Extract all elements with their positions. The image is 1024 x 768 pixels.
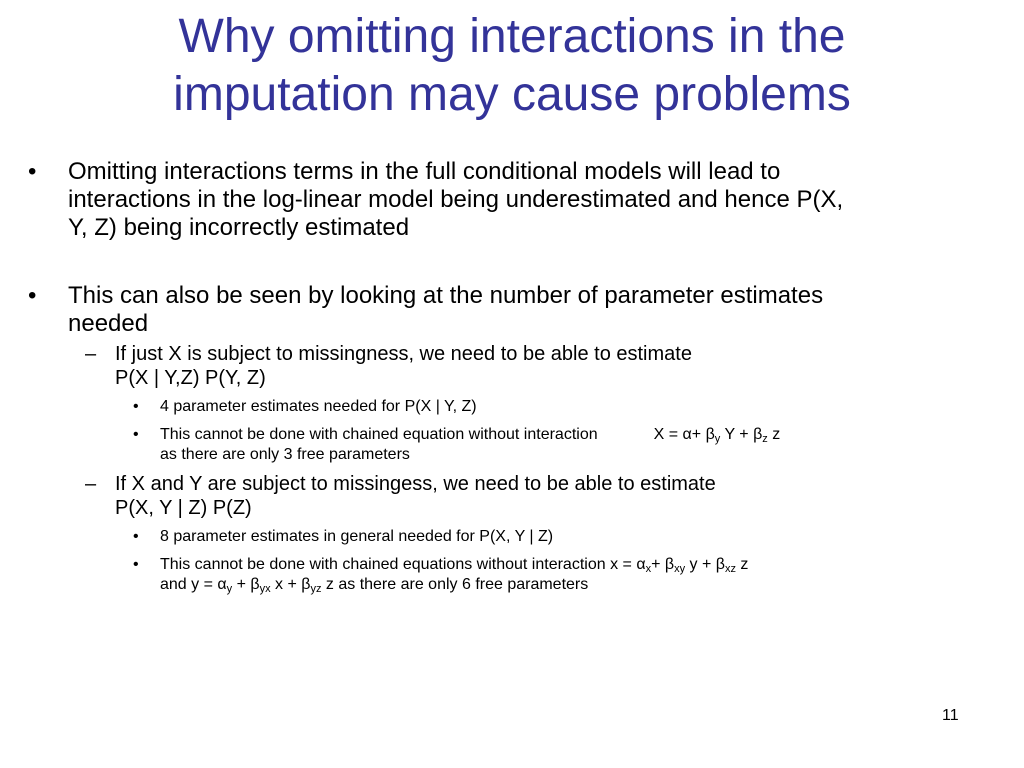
subsub-8-parameters: • 8 parameter estimates in general needed for P(X, Y | Z) <box>133 528 554 545</box>
bullet-omitting-interactions: • Omitting interactions terms in the full conditional models will lead to interactions in the log-linear model being underestimated and hence P(X, Y, Z) being incorrectly estimated <box>28 158 844 241</box>
title-line-1: Why omitting interactions in the <box>178 10 846 63</box>
equation-line-2: and $y = \alpha_y + \beta_{yx}$ $x + \beta_{yz}$ z as there are only 6 free parameters <box>160 576 589 595</box>
subbullet-x-and-y-missing: – If X and Y are subject to missingess, we need to be able to estimate P(X, Y | Z) P(Z) <box>85 473 716 519</box>
bullet-icon: • <box>133 426 139 443</box>
equation-line-1: This cannot be done with chained equations without interaction $x = \alpha_x+ \beta_{xy}$ $y + \beta_{xz}$ z <box>160 556 749 575</box>
bullet-icon: • <box>133 556 139 573</box>
page-number: 11 <box>942 707 959 724</box>
bullet-icon: • <box>28 158 37 185</box>
subsub-chained-equation-x: • This cannot be done with chained equation without interaction $X = \alpha+ \beta_y$ $Y + \beta_z$ z as there are only 3 free parameters <box>160 425 1005 465</box>
slide-title <box>0 8 1024 124</box>
bullet-icon: • <box>133 398 139 415</box>
bullet-parameter-estimates: • This can also be seen by looking at the number of parameter estimates needed <box>28 282 824 337</box>
dash-icon: – <box>85 473 97 495</box>
bullet-icon: • <box>133 528 139 545</box>
title-line-2: imputation may cause problems <box>173 68 851 121</box>
dash-icon: – <box>85 343 97 365</box>
equation-line: This cannot be done with chained equation without interaction $X = \alpha+ \beta_y$ $Y + \beta_z$ z <box>160 426 781 445</box>
subsub-4-parameters: • 4 parameter estimates needed for P(X | Y, Z) <box>133 398 477 415</box>
bullet-icon: • <box>28 282 37 309</box>
subbullet-just-x-missing: – If just X is subject to missingness, we need to be able to estimate P(X | Y,Z) P(Y, Z) <box>85 343 692 389</box>
subsub-chained-equations-xy <box>133 555 1005 595</box>
